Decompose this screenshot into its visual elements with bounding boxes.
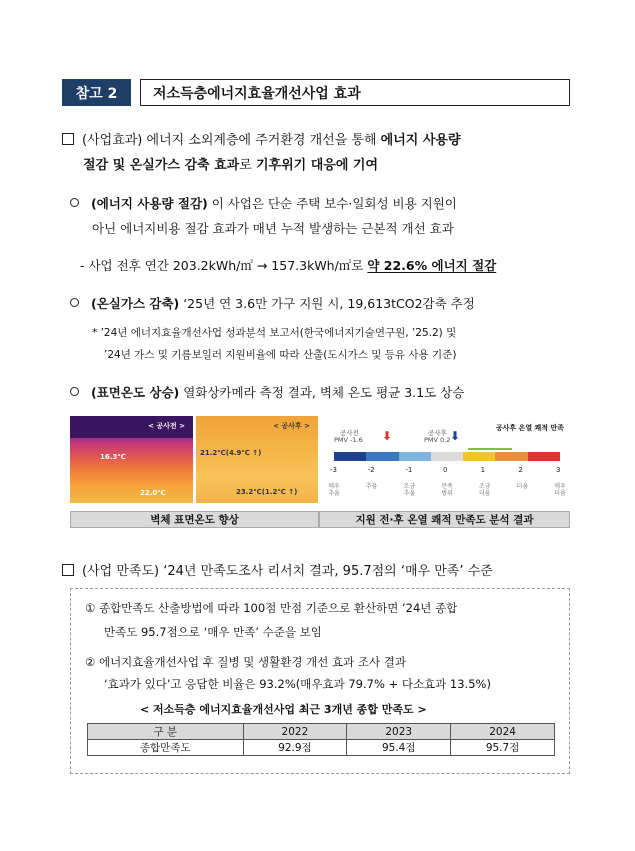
comfort-category-label: 조금 더움 (478, 483, 491, 498)
comfort-tick-label: 2 (518, 466, 523, 474)
page-title: 저소득층에너지효율개선사업 효과 (140, 79, 570, 106)
comfort-scale-segment (334, 452, 366, 461)
comfort-scale-segment (528, 452, 560, 461)
table-cell: 95.4점 (347, 740, 451, 756)
table-header-cell: 2024 (451, 724, 555, 740)
comfort-title: 공사후 온열 쾌적 만족 (495, 424, 564, 432)
circle-bullet-icon (70, 298, 79, 307)
before-arrow-icon: ⬇ (382, 429, 393, 443)
surface-bullet: (표면온도 상승) 열화상카메라 측정 결과, 벽체 온도 평균 3.1도 상승 (70, 385, 464, 400)
table-header-cell: 2023 (347, 724, 451, 740)
circle-bullet-icon (70, 387, 79, 396)
section1-heading: (사업효과) 에너지 소외계층에 주거환경 개선을 통해 에너지 사용량 (62, 133, 461, 149)
caption-left: 벽체 표면온도 향상 (70, 511, 319, 528)
ghg-note-2: ’24년 가스 및 기름보일러 지원비율에 따라 산출(도시가스 및 등유 사용 기준) (104, 349, 457, 361)
comfort-scale-segment (366, 452, 398, 461)
before-label: 공사전 (340, 429, 359, 437)
comfort-chart (322, 416, 570, 503)
comfort-category-label: 만족 범위 (441, 483, 453, 498)
comfort-range-line (468, 448, 512, 450)
comfort-tick-label: 0 (443, 466, 448, 474)
energy-bullet: (에너지 사용량 절감) 이 사업은 단순 주택 보수·일회성 비용 지원이 (70, 196, 457, 211)
comfort-tick-label: -2 (367, 466, 375, 474)
comfort-scale-segment (431, 452, 463, 461)
after-label: 공사후 (428, 429, 447, 437)
comfort-category-label: 더움 (516, 483, 529, 490)
comfort-tick-label: 3 (556, 466, 561, 474)
thermal-image-after: < 공사후 > 21.2℃(4.9℃ ↑) 23.2℃(1.2℃ ↑) (196, 416, 318, 503)
title-bar (62, 79, 570, 106)
table-cell: 95.7점 (451, 740, 555, 756)
section1-heading-cont: 절감 및 온실가스 감축 효과로 기후위기 대응에 기여 (83, 158, 379, 173)
satisfaction-table (87, 723, 555, 756)
table-header-cell: 구 분 (88, 724, 244, 740)
reference-badge: 참고 2 (62, 79, 131, 106)
after-pmv: PMV 0.2 (424, 436, 451, 444)
comfort-category-label: 매우 추움 (328, 483, 340, 498)
energy-dash: - 사업 전후 연간 203.2kWh/㎡ → 157.3kWh/㎡로 약 22.6% 에너지 절감 (80, 258, 497, 273)
comfort-tick-label: -3 (330, 466, 337, 474)
section2-heading: (사업 만족도) ‘24년 만족도조사 리서치 결과, 95.7점의 ‘매우 만족’ 수준 (62, 564, 493, 580)
comfort-category-label: 추움 (365, 483, 378, 490)
comfort-category-label: 매우 더움 (554, 483, 566, 498)
after-arrow-icon: ⬇ (450, 429, 461, 443)
table-cell: 92.9점 (243, 740, 347, 756)
ghg-note-1: * ’24년 에너지효율개선사업 성과분석 보고서(한국에너지기술연구원, ’25.2) 및 (92, 327, 457, 339)
checkbox-icon (62, 133, 74, 145)
comfort-scale-bar (334, 452, 560, 461)
image-captions (70, 511, 570, 528)
ghg-bullet: (온실가스 감축) ‘25년 연 3.6만 가구 지원 시, 19,613tCO2감축 추정 (70, 296, 475, 311)
table-title: < 저소득층 에너지효율개선사업 최근 3개년 종합 만족도 > (140, 703, 427, 716)
comfort-scale-segment (463, 452, 495, 461)
circle-bullet-icon (70, 198, 79, 207)
item1-line2: 만족도 95.7점으로 ‘매우 만족’ 수준을 보임 (104, 625, 322, 639)
comfort-scale-segment (495, 452, 527, 461)
checkbox-icon (62, 564, 74, 576)
caption-right: 지원 전·후 온열 쾌적 만족도 분석 결과 (319, 511, 570, 528)
energy-bullet-cont: 아닌 에너지비용 절감 효과가 매년 누적 발생하는 근본적 개선 효과 (92, 221, 454, 236)
comfort-tick-label: -1 (405, 466, 413, 474)
item2-line2: ‘효과가 있다’고 응답한 비율은 93.2%(매우효과 79.7% + 다소효과 13.5%) (104, 677, 491, 691)
item1-line1: ① 종합만족도 산출방법에 따라 100점 만점 기준으로 환산하면 ’24년 종합 (85, 601, 458, 615)
table-header-cell: 2022 (243, 724, 347, 740)
table-cell: 종합만족도 (88, 740, 244, 756)
table-header-row (88, 724, 555, 740)
before-pmv: PMV -1.6 (334, 436, 363, 444)
item2-line1: ② 에너지효율개선사업 후 질병 및 생활환경 개선 효과 조사 결과 (85, 655, 406, 669)
comfort-category-label: 조금 추움 (403, 483, 416, 498)
comfort-tick-label: 1 (480, 466, 486, 474)
table-row (88, 740, 555, 756)
thermal-image-before: < 공사전 > 16.3℃ 22.0℃ (70, 416, 193, 503)
comfort-scale-segment (399, 452, 431, 461)
